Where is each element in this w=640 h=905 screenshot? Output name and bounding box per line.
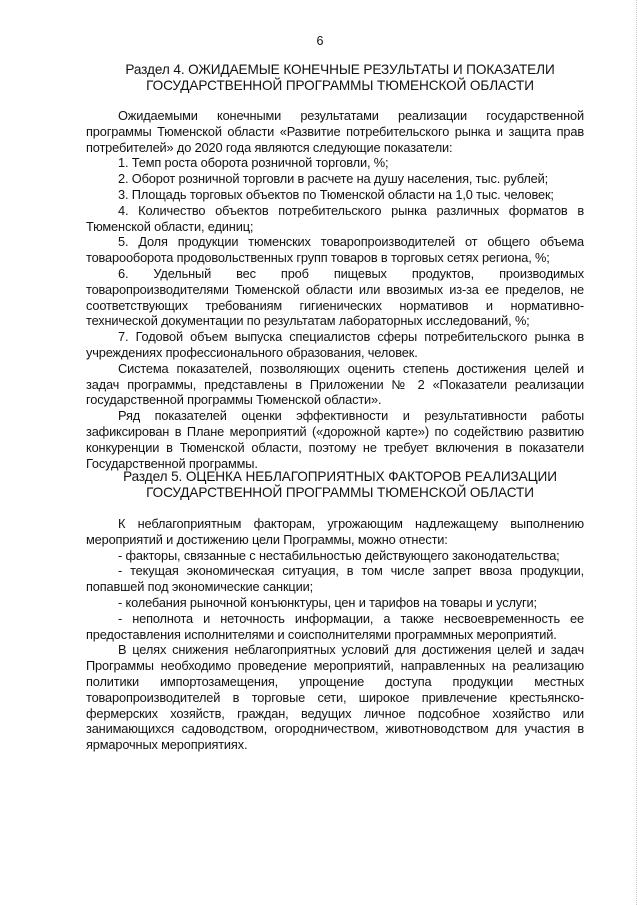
section-4-body bbox=[86, 108, 584, 471]
indicator-item: 4. Количество объектов потребительского рынка различных форматов в Тюменской области, единиц; bbox=[86, 202, 584, 234]
factor-item: - факторы, связанные с нестабильностью действующего законодательства; bbox=[118, 547, 560, 563]
section-4-heading-line-2: ГОСУДАРСТВЕННОЙ ПРОГРАММЫ ТЮМЕНСКОЙ ОБЛАСТИ bbox=[146, 78, 534, 93]
section-4-heading bbox=[100, 62, 580, 94]
page-edge-divider bbox=[635, 0, 637, 905]
indicator-item: 6. Удельный вес проб пищевых продуктов, производимых товаропроизводителями Тюменской области или ввозимых из-за ее пределов, не соответствующих требованиям гигиенических нормативов и нормативно-технической документации по результатам лабораторных исследований, %; bbox=[86, 265, 584, 329]
page-number: 6 bbox=[316, 34, 324, 48]
road-map-paragraph: Ряд показателей оценки эффективности и результативности работы зафиксирован в Плане мероприятий («дорожной карте») по содействию развитию конкуренции в Тюменской области, поэтому не требует включения в показатели Государственной программы. bbox=[86, 408, 584, 471]
indicator-item: 7. Годовой объем выпуска специалистов сферы потребительского рынка в учреждениях профессионального образования, человек. bbox=[86, 329, 584, 360]
indicator-item: 5. Доля продукции тюменских товаропроизводителей от общего объема товарооборота продовольственных групп товаров в торговых сетях региона, %; bbox=[86, 234, 584, 266]
section-5-heading-line-2: ГОСУДАРСТВЕННОЙ ПРОГРАММЫ ТЮМЕНСКОЙ ОБЛАСТИ bbox=[146, 485, 534, 500]
section-5-heading-line-1: Раздел 5. ОЦЕНКА НЕБЛАГОПРИЯТНЫХ ФАКТОРОВ РЕАЛИЗАЦИИ bbox=[123, 469, 557, 484]
section-5-conclusion: В целях снижения неблагоприятных условий для достижения целей и задач Программы необходимо проведение мероприятий, направленных на реализацию политики импортозамещения, упрощение доступа продукции местных товаропроизводителей в торговые сети, широкое привлечение крестьянско-фермерских хозяйств, граждан, ведущих личное подсобное хозяйство или занимающихся садоводством, огородничеством, животноводством для участия в ярмарочных мероприятиях. bbox=[86, 642, 584, 753]
indicator-item: 1. Темп роста оборота розничной торговли, %; bbox=[118, 155, 389, 171]
indicator-item: 2. Оборот розничной торговли в расчете на душу населения, тыс. рублей; bbox=[118, 171, 549, 187]
section-4-heading-line-1: Раздел 4. ОЖИДАЕМЫЕ КОНЕЧНЫЕ РЕЗУЛЬТАТЫ И ПОКАЗАТЕЛИ bbox=[125, 62, 555, 77]
section-5-body bbox=[86, 516, 584, 753]
factor-item: - текущая экономическая ситуация, в том числе запрет ввоза продукции, попавшей под экономические санкции; bbox=[86, 563, 584, 595]
section-4-intro: Ожидаемыми конечными результатами реализации государственной программы Тюменской области «Развитие потребительского рынка и защита прав потребителей» до 2020 года являются следующие показатели: bbox=[86, 108, 584, 155]
section-5-intro: К неблагоприятным факторам, угрожающим надлежащему выполнению мероприятий и достижению цели Программы, можно отнести: bbox=[86, 516, 584, 547]
factor-item: - неполнота и неточность информации, а также несвоевременность ее предоставления исполнителями и соисполнителями программных мероприятий. bbox=[86, 610, 584, 642]
indicator-system-paragraph: Система показателей, позволяющих оценить степень достижения целей и задач программы, представлены в Приложении № 2 «Показатели реализации государственной программы Тюменской области». bbox=[86, 360, 584, 408]
section-5-heading bbox=[100, 469, 580, 501]
indicator-item: 3. Площадь торговых объектов по Тюменской области на 1,0 тыс. человек; bbox=[118, 186, 554, 202]
factor-item: - колебания рыночной конъюнктуры, цен и тарифов на товары и услуги; bbox=[118, 594, 537, 610]
